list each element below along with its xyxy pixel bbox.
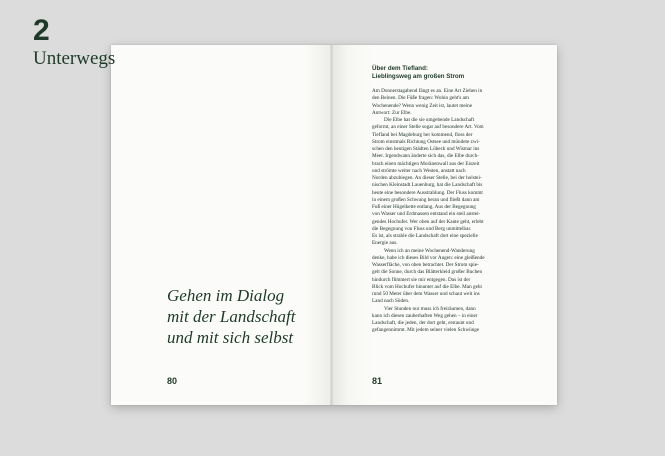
section-heading-line: Lieblingsweg am großen Strom [372, 73, 465, 80]
body-line: Landschaft, die jeden, der dort geht, erstaunt und [372, 320, 474, 326]
body-line: gendes Hochufer. Wer oben auf der Kante geht, erlebt [372, 218, 484, 225]
body-line: hindurch flimmert sie mir entgegen. Das ist der [372, 276, 471, 283]
body-line: in einem großen Schwung heran und fließt dann am [372, 196, 480, 203]
left-page-number: 80 [167, 376, 178, 386]
body-line: von Wasser und Erdmassen entstand ein steil anstei- [372, 211, 481, 218]
body-line: Wasserfläche, von oben betrachtet. Der Strom spie- [372, 262, 479, 268]
body-line: Norden abzubiegen. An dieser Stelle, bei der holstei- [372, 175, 482, 181]
body-line: Meer. Irgendwann änderte sich das, die Elbe durch- [372, 153, 479, 160]
book-spine [330, 45, 333, 405]
pull-quote-line: und mit sich selbst [167, 328, 294, 347]
body-line: Antwort: Zur Elbe. [372, 109, 412, 116]
body-line: heute eine besondere Ausstrahlung. Der Fluss kommt [372, 189, 483, 196]
body-line: schen den heutigen Städten Lübeck und Wismar ins [372, 146, 480, 152]
right-page-number: 81 [372, 376, 383, 386]
pull-quote-line: Gehen im Dialog [167, 286, 285, 305]
body-line: brach einen mächtigen Moränenwall aus der Eiszeit [372, 160, 480, 167]
section-heading-line: Über dem Tiefland: [372, 65, 428, 72]
pull-quote-line: mit der Landschaft [167, 307, 296, 326]
body-line: kann ich diesen zauberhaften Weg gehen – in einer [372, 312, 478, 319]
body-line: rund 50 Meter über dem Wasser und schaut weit ins [372, 291, 480, 297]
body-line: Die Elbe hat die sie umgebende Landschaft [384, 117, 475, 123]
body-line: den Beinen. Die Füße fragen: Wohin geht's am [372, 95, 469, 102]
body-line: Wochenende? Wenn wenig Zeit ist, lautet meine [372, 102, 473, 109]
chapter-number: 2 [33, 14, 50, 47]
body-line: die Begegnung von Fluss und Berg unmittelbar. [372, 225, 472, 232]
body-line: geformt, an einer Stelle sogar auf besondere Art. Vom [372, 124, 484, 131]
body-line: und strömte weiter nach Westen, anstatt nach [372, 167, 466, 174]
body-line: Blick vom Hochufer hinunter auf die Elbe. Man geht [372, 283, 482, 290]
body-line: Vier Stunden nur muss ich freiräumen, dann [384, 305, 476, 312]
body-line: denke, habe ich dieses Bild vor Augen: eine gleißende [372, 254, 485, 261]
chapter-title: Unterwegs [33, 48, 116, 69]
body-text [372, 88, 547, 335]
body-line: Am Donnerstagabend fängt es an. Eine Art Ziehen in [372, 88, 483, 94]
body-line: Wenn ich an meine Wochenend-Wanderung [384, 247, 475, 254]
pull-quote [167, 285, 332, 348]
body-line: Fuß einer Hügelkette entlang. Aus der Begegnung [372, 204, 476, 210]
body-line: Es ist, als strahle die Landschaft dort eine spezielle [372, 233, 478, 239]
body-line: Tiefland bei Magdeburg her kommend, floss der [372, 131, 473, 138]
body-line: Energie aus. [372, 240, 398, 247]
body-line: nischen Kleinstadt Lauenburg, hat die Landschaft bis [372, 182, 483, 189]
body-line: gefangennimmt. Mit jedem seiner vielen Schwünge [372, 327, 480, 334]
left-page [111, 45, 332, 405]
section-heading [372, 65, 542, 81]
body-line: Strom einstmals Richtung Ostsee und mündete zwi- [372, 138, 480, 145]
body-line: gelt die Sonne, durch das Blätterkleid großer Buchen [372, 269, 483, 276]
body-line: Land nach Süden. [372, 298, 410, 305]
